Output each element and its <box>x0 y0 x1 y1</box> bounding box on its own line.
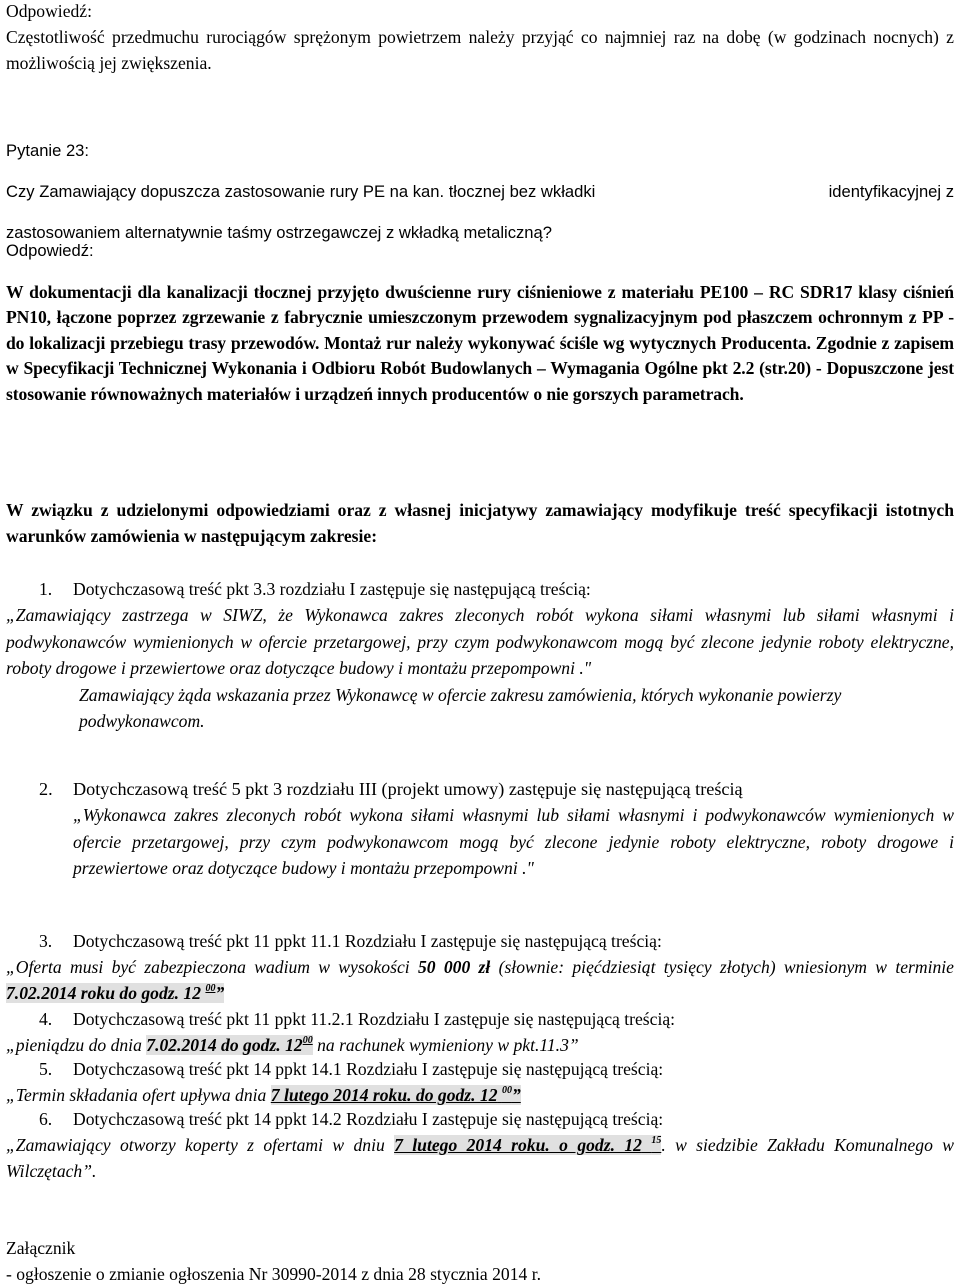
answer-23 <box>6 222 954 407</box>
answer-text: Częstotliwość przedmuchu rurociągów sprężonym powietrzem należy przyjąć co najmniej raz na dobę (w godzinach nocnych) z możliwością jej zwiększenia. <box>6 27 954 73</box>
item-number: 2. <box>39 779 53 799</box>
item-number: 5. <box>39 1059 53 1079</box>
item-head-text: Dotychczasową treść 5 pkt 3 rozdziału III (projekt umowy) zastępuje się następującą treścią <box>73 779 743 799</box>
item-5 <box>6 1056 954 1108</box>
item-6 <box>6 1106 954 1184</box>
quote-part: na rachunek wymieniony w pkt.11.3” <box>312 1035 579 1055</box>
item-number: 1. <box>39 579 53 599</box>
deadline-minutes: 00 <box>302 1035 313 1046</box>
quote-close: ” <box>511 1085 521 1105</box>
answer-22 <box>6 0 954 76</box>
quote-part: „Oferta musi być zabezpieczona wadium w wysokości <box>6 957 418 977</box>
quote-part: . w siedzibie Zakładu Komunalnego w Wilczętach”. <box>6 1135 954 1181</box>
answer-text: W dokumentacji dla kanalizacji tłocznej przyjęto dwuścienne rury ciśnieniowe z materiału PE100 – RC SDR17 klasy ciśnień PN10, łączone poprzez zgrzewanie z fabrycznie umieszczonym przewodem sygnalizacyjnym pod płaszczem ochronnym z PP - do lokalizacji przebiegu trasy przewodów. Montaż rur należy wykonywać ściśle wg wytycznych Producenta. Zgodnie z zapisem w Specyfikacji Technicznej Wykonania i Odbioru Robót Budowlanych – Wymagania Ogólne pkt 2.2 (str.20) - Dopuszczone jest stosowanie równoważnych materiałów i urządzeń innych producentów o nie gorszych parametrach. <box>6 281 954 404</box>
question-text: Czy Zamawiający dopuszcza zastosowanie rury PE na kan. tłocznej bez wkładki <box>6 181 596 201</box>
item-2 <box>6 776 954 882</box>
item-head <box>6 776 954 802</box>
question-text-end: identyfikacyjnej z <box>828 181 954 201</box>
item-number: 4. <box>39 1009 53 1029</box>
item-number: 3. <box>39 931 53 951</box>
item-head <box>6 1006 954 1032</box>
question-label: Pytanie 23: <box>6 140 90 160</box>
deadline-text: 7 lutego 2014 roku. do godz. 12 <box>270 1085 498 1105</box>
item-quote <box>6 1082 954 1108</box>
quote-part: „pieniądzu do dnia <box>6 1035 147 1055</box>
item-1 <box>6 576 954 734</box>
item-quote: „Zamawiający zastrzega w SIWZ, że Wykonawca zakres zleconych robót wykona siłami własnymi lub siłami własnymi i podwykonawców wymienionych w ofercie przetargowej, przy czym podwykonawcom mogą być zlecone jedynie roboty elektryczne, roboty drogowe i przewiertowe oraz dotyczące budowy i montażu przepompowni ." <box>6 605 954 678</box>
question-text-line <box>6 180 954 205</box>
attachment <box>6 1235 954 1287</box>
deadline-minutes: 00 <box>205 983 216 994</box>
attachment-item: - ogłoszenie o zmianie ogłoszenia Nr 30990-2014 z dnia 28 stycznia 2014 r. <box>6 1264 542 1284</box>
item-head-text: Dotychczasową treść pkt 11 ppkt 11.1 Rozdziału I zastępuje się następującą treścią: <box>73 931 662 951</box>
deadline-text: 7.02.2014 do godz. 12 <box>146 1035 303 1055</box>
deadline-date <box>271 1085 521 1105</box>
answer-label: Odpowiedź: <box>6 240 94 260</box>
quote-part: „Zamawiający otworzy koperty z ofertami w dniu <box>6 1135 395 1155</box>
answer-label: Odpowiedź: <box>6 1 92 21</box>
deadline-text: 7.02.2014 roku do godz. 12 <box>6 983 202 1003</box>
quote-close: ” <box>215 983 225 1003</box>
deadline-text: 7 lutego 2014 roku. o godz. 12 <box>394 1135 642 1155</box>
item-head-text: Dotychczasową treść pkt 3.3 rozdziału I zastępuje się następującą treścią: <box>73 579 591 599</box>
item-head <box>6 928 954 954</box>
deadline-date <box>146 1035 312 1055</box>
item-head-text: Dotychczasową treść pkt 14 ppkt 14.2 Rozdziału I zastępuje się następującą treścią: <box>73 1109 664 1129</box>
item-quote <box>6 1032 954 1058</box>
modification-intro-block <box>6 497 954 549</box>
item-quote: „Wykonawca zakres zleconych robót wykona siłami własnymi lub siłami własnymi i podwykonawców wymienionych w ofercie przetargowej, przy czym podwykonawcom mogą być zlecone jedynie roboty elektryczne, roboty drogowe i przewiertowe oraz dotyczące budowy i montażu przepompowni ." <box>73 805 954 878</box>
item-head-text: Dotychczasową treść pkt 14 ppkt 14.1 Rozdziału I zastępuje się następującą treścią: <box>73 1059 664 1079</box>
item-head <box>6 1056 954 1082</box>
deadline-date <box>394 1135 661 1155</box>
item-head-text: Dotychczasową treść pkt 11 ppkt 11.2.1 Rozdziału I zastępuje się następującą treścią: <box>73 1009 676 1029</box>
item-head <box>6 1106 954 1132</box>
item-4 <box>6 1006 954 1058</box>
item-3 <box>6 928 954 1006</box>
deadline-minutes: 00 <box>501 1085 512 1096</box>
item-number: 6. <box>39 1109 53 1129</box>
item-quote <box>6 1132 954 1184</box>
attachment-label: Załącznik <box>6 1238 76 1258</box>
deadline-minutes: 15 <box>651 1135 662 1146</box>
question-text-2: zastosowaniem alternatywnie taśmy ostrzegawczej z wkładką metaliczną? <box>6 222 552 242</box>
item-quote <box>6 954 954 1006</box>
modification-intro: W związku z udzielonymi odpowiedziami oraz z własnej inicjatywy zamawiający modyfikuje treść specyfikacji istotnych warunków zamówienia w następującym zakresie: <box>6 500 954 546</box>
quote-part: „Termin składania ofert upływa dnia <box>6 1085 271 1105</box>
item-head <box>6 576 954 602</box>
deadline-date <box>6 983 224 1003</box>
quote-part: (słownie: pięćdziesiąt tysięcy złotych) wniesionym w terminie <box>490 957 954 977</box>
wadium-amount: 50 000 zł <box>417 957 491 977</box>
item-extra: Zamawiający żąda wskazania przez Wykonawcę w ofercie zakresu zamówienia, których wykonanie powierzy podwykonawcom. <box>79 684 842 731</box>
